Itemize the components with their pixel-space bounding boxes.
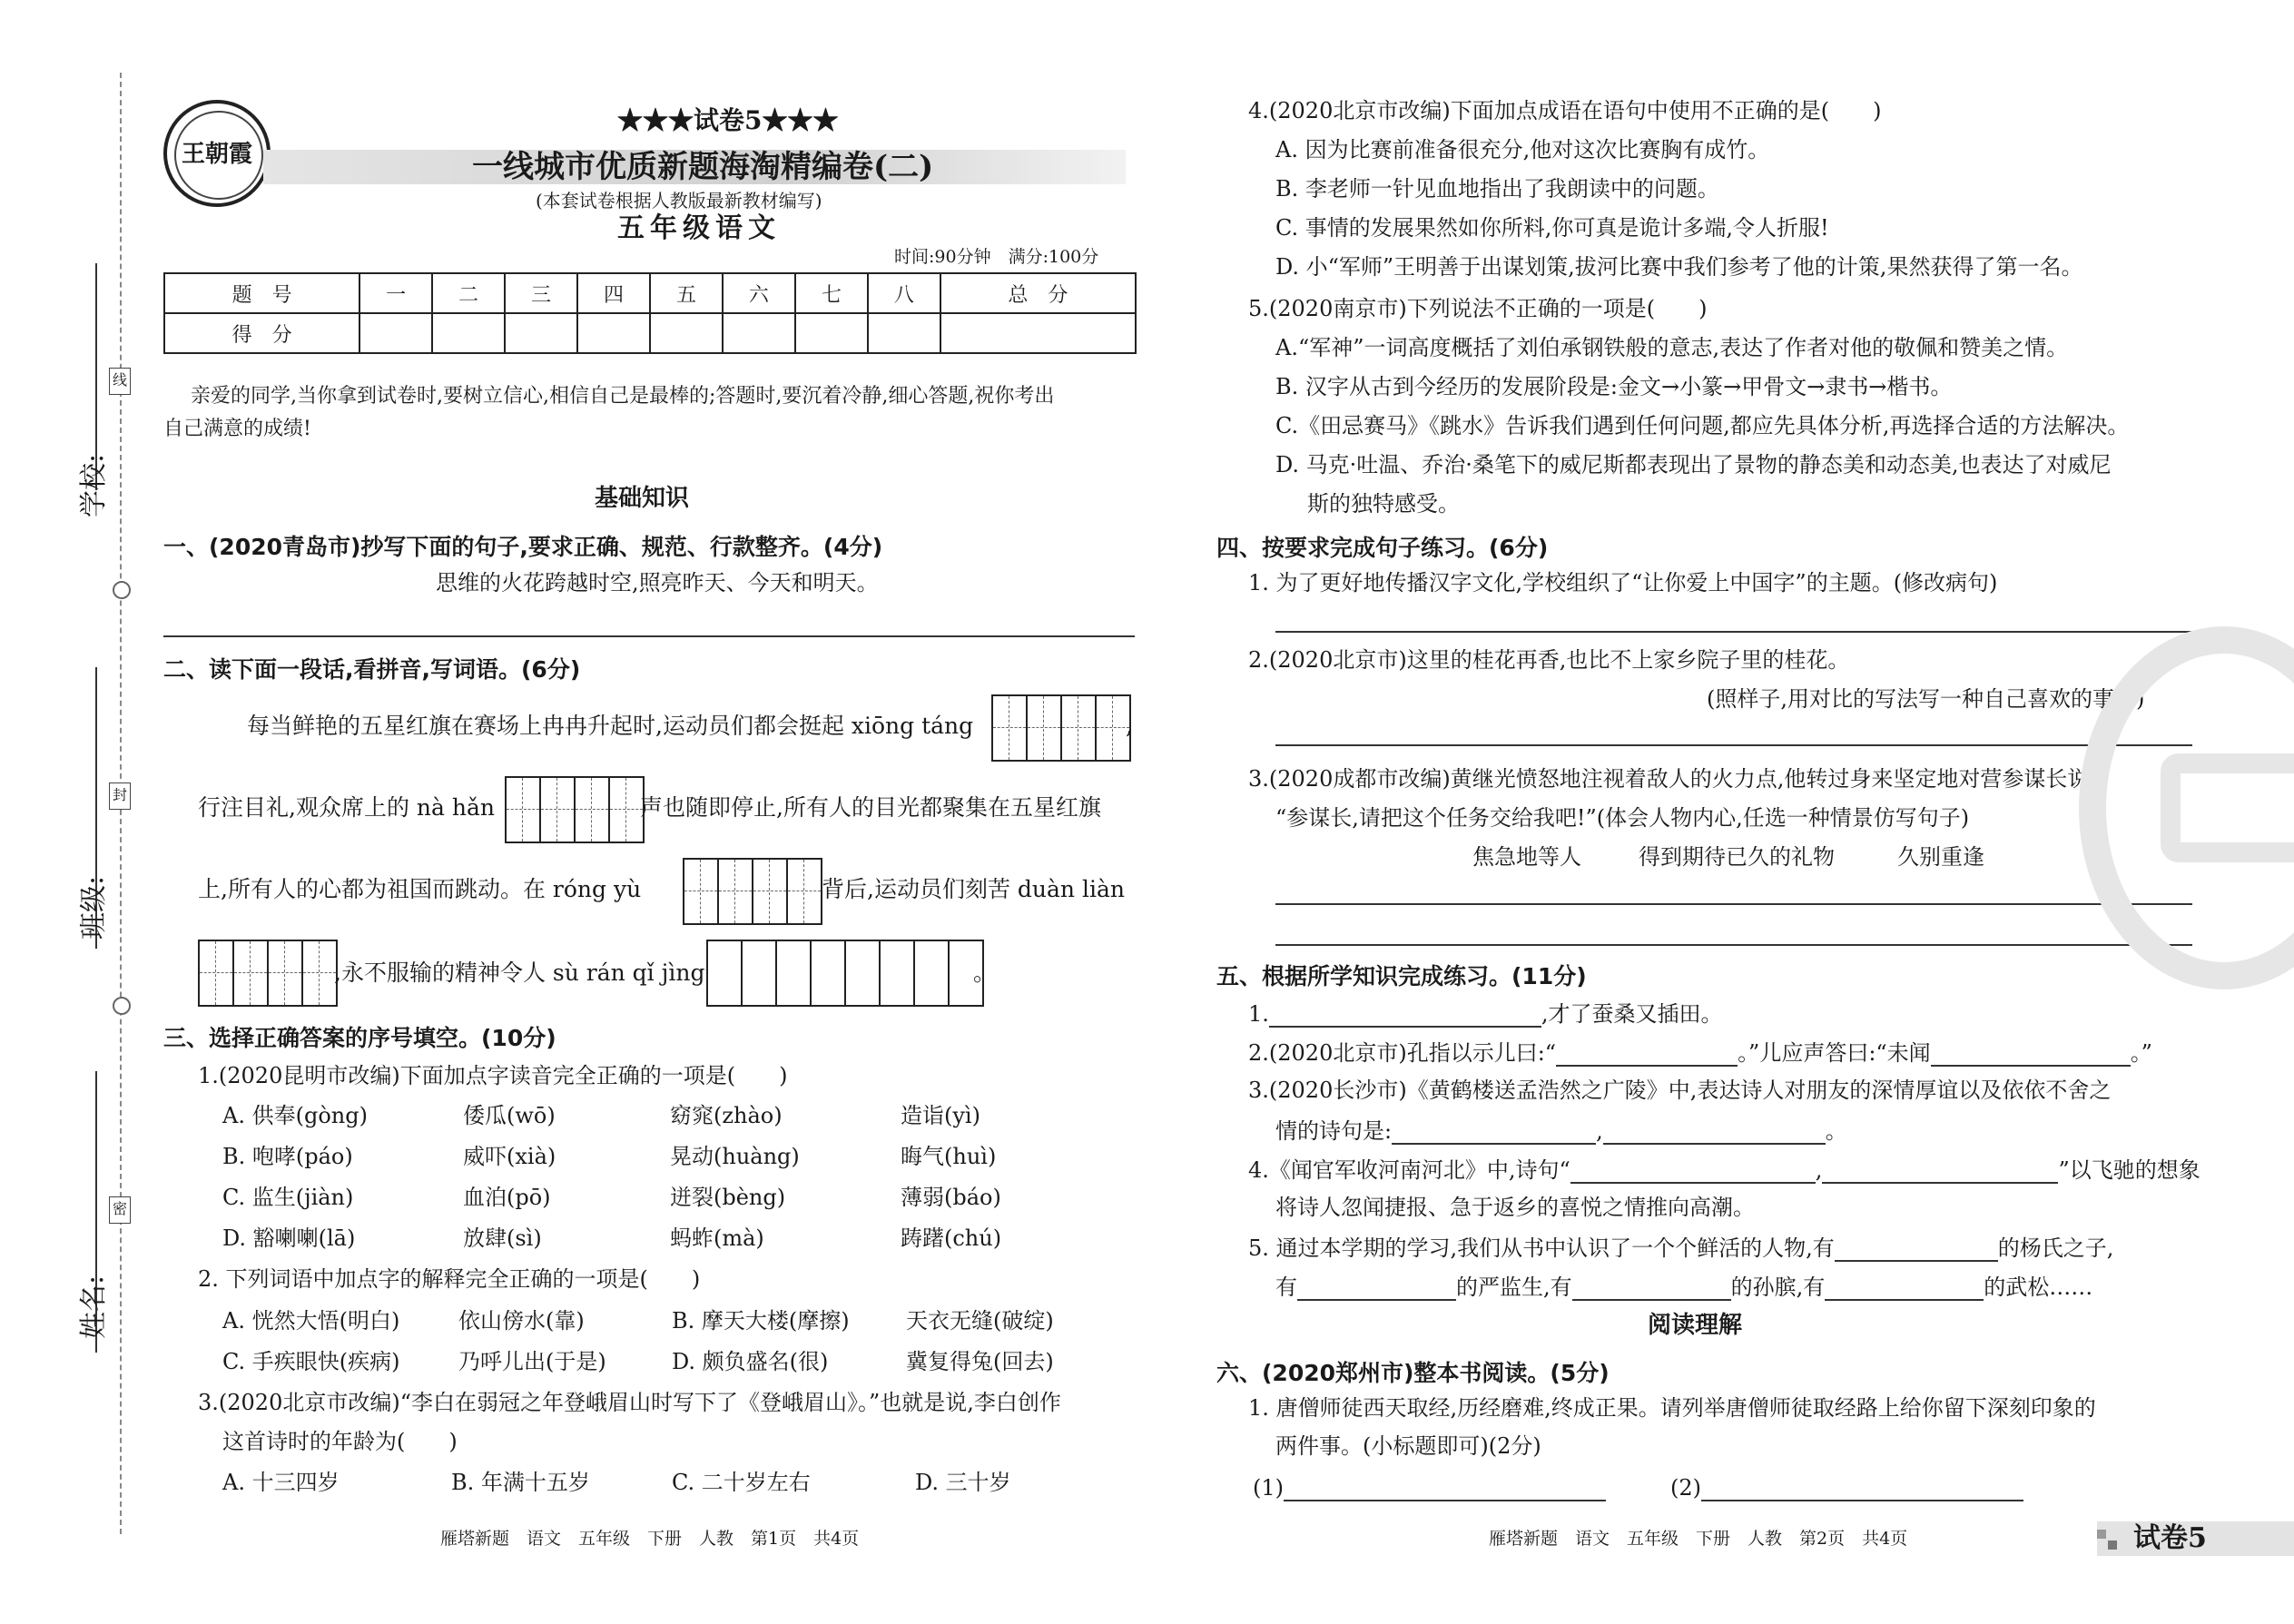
q2-line2b: 声也随即停止,所有人的目光都聚集在五星红旗 <box>640 794 1101 821</box>
q3-s2-option: 乃呼儿出(于是) <box>458 1349 606 1374</box>
q3-sub5: 5.(2020南京市)下列说法不正确的一项是( ) <box>1248 296 1708 321</box>
q3-s1-option: 踌躇(chú) <box>901 1225 1002 1251</box>
score-header: 六 <box>723 273 795 313</box>
tag-square-icon <box>2108 1540 2117 1550</box>
q5-sub5b-c: 的孙膑,有 <box>1730 1275 1826 1300</box>
q4-scenario-3: 久别重逢 <box>1897 844 1984 870</box>
footer-tag: 试卷5 <box>2133 1522 2207 1554</box>
q3-s1-option: 晃动(huàng) <box>670 1144 800 1169</box>
q3-s3-opt-b[interactable]: B. 年满十五岁 <box>451 1470 590 1495</box>
q4-answer-line-2[interactable] <box>1275 744 2192 746</box>
q4-sub2: 2.(2020北京市)这里的桂花再香,也比不上家乡院子里的桂花。 <box>1248 647 1850 673</box>
q3-s5-opt-d[interactable]: D. 马克·吐温、乔治·桑笔下的威尼斯都表现出了景物的静态美和动态美,也表达了对威尼 <box>1275 452 2112 477</box>
score-cell[interactable] <box>359 313 432 353</box>
q1-answer-line[interactable] <box>163 635 1135 637</box>
score-cell[interactable] <box>650 313 723 353</box>
q5-sub4b: 将诗人忽闻捷报、急于返乡的喜悦之情推向高潮。 <box>1275 1195 1755 1220</box>
score-table <box>163 272 1137 354</box>
q3-sub1: 1.(2020昆明市改编)下面加点字读音完全正确的一项是( ) <box>198 1063 788 1088</box>
score-header: 题 号 <box>164 273 359 313</box>
seal-xian: 线 <box>109 368 131 395</box>
q2-line4a: ,永不服输的精神令人 sù rán qǐ jìng <box>334 960 705 986</box>
q3-s1-option[interactable]: C. 监生(jiàn) <box>222 1185 354 1210</box>
score-cell[interactable] <box>505 313 577 353</box>
q3-s1-option[interactable]: B. 咆哮(páo) <box>222 1144 353 1169</box>
q3-s5-opt-d-cont: 斯的独特感受。 <box>1307 491 1460 517</box>
q5-sub1-post: ,才了蚕桑又插田。 <box>1541 1001 1723 1027</box>
q5-blank-9[interactable] <box>1297 1272 1456 1301</box>
grade-subject: 五年级语文 <box>617 212 781 244</box>
q6-answer-2[interactable] <box>1701 1472 2023 1501</box>
q5-blank-7[interactable] <box>1822 1155 2058 1184</box>
q6-heading: 六、(2020郑州市)整本书阅读。(5分) <box>1216 1360 1610 1386</box>
q4-sub3b: “参谋长,请把这个任务交给我吧!”(体会人物内心,任选一种情景仿写句子) <box>1275 805 1970 831</box>
time-info: 时间:90分钟 满分:100分 <box>894 247 1099 267</box>
score-header: 四 <box>577 273 650 313</box>
q5-sub4-a: 4.《闻官军收河南河北》中,诗句“ <box>1248 1157 1570 1183</box>
pinyin-box-rongyu[interactable] <box>683 858 822 925</box>
q3-s4-opt-b[interactable]: B. 李老师一针见血地指出了我朗读中的问题。 <box>1275 176 1719 202</box>
q5-sub5-b: 的杨氏之子, <box>1997 1235 2114 1261</box>
q2-line4b: 。 <box>973 960 997 986</box>
score-header: 三 <box>505 273 577 313</box>
q3-s2-option[interactable]: A. 恍然大悟(明白) <box>222 1308 400 1334</box>
q5-sub4-c: ”以飞驰的想象 <box>2058 1157 2200 1183</box>
q5-sub3b-b: , <box>1596 1118 1603 1144</box>
q2-line3b: 背后,运动员们刻苦 duàn liàn <box>822 876 1125 902</box>
score-header: 一 <box>359 273 432 313</box>
q3-s1-option: 倭瓜(wō) <box>463 1103 556 1128</box>
score-cell[interactable] <box>432 313 505 353</box>
q5-blank-1[interactable] <box>1269 999 1541 1028</box>
q5-blank-10[interactable] <box>1572 1272 1731 1301</box>
q4-scenario-1: 焦急地等人 <box>1472 844 1581 870</box>
q5-sub3b-a: 情的诗句是: <box>1275 1118 1393 1144</box>
q4-heading: 四、按要求完成句子练习。(6分) <box>1216 535 1549 561</box>
q3-s2-option[interactable]: D. 颇负盛名(很) <box>672 1349 829 1374</box>
pinyin-box-duanlian[interactable] <box>198 940 338 1007</box>
q2-line1-end: , <box>1126 713 1133 739</box>
score-cell[interactable] <box>795 313 868 353</box>
q2-line2a: 行注目礼,观众席上的 nà hǎn <box>198 794 495 821</box>
logo-seal <box>163 100 271 207</box>
tag-square-icon <box>2097 1530 2106 1539</box>
footer-right: 雁塔新题 语文 五年级 下册 人教 第2页 共4页 <box>1489 1529 1908 1549</box>
q5-sub1-pre: 1. <box>1248 1001 1269 1027</box>
q3-s1-option: 晦气(huì) <box>901 1144 997 1169</box>
q5-blank-6[interactable] <box>1570 1155 1816 1184</box>
pinyin-box-nahan[interactable] <box>505 776 645 843</box>
q5-sub3a: 3.(2020长沙市)《黄鹤楼送孟浩然之广陵》中,表达诗人对朋友的深情厚谊以及依依不舍之 <box>1248 1078 2112 1103</box>
q6-sub1b: 两件事。(小标题即可)(2分) <box>1275 1433 1541 1459</box>
punch-hole-icon <box>113 581 131 599</box>
section-basic: 基础知识 <box>595 485 690 512</box>
q4-sub2-note: (照样子,用对比的写法写一种自己喜欢的事物) <box>1707 686 2145 712</box>
q5-sub2-b: 。”儿应声答曰:“未闻 <box>1738 1040 1931 1066</box>
seal-feng: 封 <box>109 782 131 810</box>
paper-subtitle: (本套试卷根据人教版最新教材编写) <box>536 190 822 212</box>
q3-sub3a: 3.(2020北京市改编)“李白在弱冠之年登峨眉山时写下了《登峨眉山》。”也就是说,李白创作 <box>198 1390 1061 1415</box>
q4-answer-line-4[interactable] <box>1275 944 2192 946</box>
score-header: 总 分 <box>940 273 1136 313</box>
q3-s3-opt-d[interactable]: D. 三十岁 <box>915 1470 1011 1495</box>
q3-s2-option: 天衣无缝(破绽) <box>906 1308 1054 1334</box>
q3-s5-opt-b[interactable]: B. 汉字从古到今经历的发展阶段是:金文→小篆→甲骨文→隶书→楷书。 <box>1275 374 1953 399</box>
q5-blank-2[interactable] <box>1556 1038 1738 1067</box>
q3-sub3b: 这首诗时的年龄为( ) <box>222 1429 458 1454</box>
q4-answer-line-3[interactable] <box>1275 903 2192 905</box>
q6-sub1a: 1. 唐僧师徒西天取经,历经磨难,终成正果。请列举唐僧师徒取经路上给你留下深刻印象的 <box>1248 1395 2096 1421</box>
q3-s4-opt-a[interactable]: A. 因为比赛前准备很充分,他对这次比赛胸有成竹。 <box>1275 137 1770 162</box>
name-label: 姓名: <box>78 1275 110 1339</box>
q4-answer-line-1[interactable] <box>1275 631 2192 633</box>
q3-s1-option: 迸裂(bèng) <box>670 1185 786 1210</box>
q3-sub4: 4.(2020北京市改编)下面加点成语在语句中使用不正确的是( ) <box>1248 98 1882 123</box>
score-label: 得 分 <box>164 313 359 353</box>
q3-s3-opt-c[interactable]: C. 二十岁左右 <box>672 1470 811 1495</box>
footer-left: 雁塔新题 语文 五年级 下册 人教 第1页 共4页 <box>440 1529 860 1549</box>
q3-s4-opt-c[interactable]: C. 事情的发展果然如你所料,你可真是诡计多端,令人折服! <box>1275 215 1829 241</box>
q3-s1-option: 蚂蚱(mà) <box>670 1225 764 1251</box>
q3-s1-option: 放肆(sì) <box>463 1225 542 1251</box>
q4-scenario-2: 得到期待已久的礼物 <box>1639 844 1835 870</box>
score-header: 七 <box>795 273 868 313</box>
logo-text: 王朝霞 <box>181 141 252 168</box>
q3-s1-option[interactable]: D. 豁喇喇(lā) <box>222 1225 356 1251</box>
score-header: 二 <box>432 273 505 313</box>
q3-heading: 三、选择正确答案的序号填空。(10分) <box>163 1025 556 1051</box>
q5-sub2-c: 。” <box>2130 1040 2152 1066</box>
q5-sub5b-d: 的武松…… <box>1984 1275 2093 1300</box>
pinyin-box-suranqijing[interactable] <box>706 940 984 1007</box>
q5-sub4-b: , <box>1815 1157 1823 1183</box>
q5-blank-3[interactable] <box>1931 1038 2131 1067</box>
q4-sub1: 1. 为了更好地传播汉字文化,学校组织了“让你爱上中国字”的主题。(修改病句) <box>1248 570 1998 595</box>
seal-mi: 密 <box>109 1196 131 1224</box>
q3-s1-option: 威吓(xià) <box>463 1144 556 1169</box>
paper-number: ★★★试卷5★★★ <box>617 105 839 135</box>
q6-blank2-label: (2) <box>1670 1475 1701 1501</box>
q3-s1-option: 血泊(pō) <box>463 1185 551 1210</box>
q5-blank-8[interactable] <box>1835 1233 1998 1262</box>
q3-s2-option[interactable]: B. 摩天大楼(摩擦) <box>672 1308 850 1334</box>
q3-sub2: 2. 下列词语中加点字的解释完全正确的一项是( ) <box>198 1266 701 1292</box>
q3-s2-option: 依山傍水(靠) <box>458 1308 585 1334</box>
q5-sub5b-b: 的严监生,有 <box>1456 1275 1572 1300</box>
intro-text: 亲爱的同学,当你拿到试卷时,要树立信心,相信自己是最棒的;答题时,要沉着冷静,细心答题,祝你考出 <box>191 385 1055 408</box>
punch-hole-icon <box>113 997 131 1015</box>
paper-title: 一线城市优质新题海淘精编卷(二) <box>472 149 934 185</box>
q6-blank1-label: (1) <box>1253 1475 1284 1501</box>
q3-s5-opt-a[interactable]: A.“军神”一词高度概括了刘伯承钢铁般的意志,表达了作者对他的敬佩和赞美之情。 <box>1275 335 2069 360</box>
q2-line1: 每当鲜艳的五星红旗在赛场上冉冉升起时,运动员们都会挺起 xiōng táng <box>247 713 974 739</box>
q3-s1-option: 造诣(yì) <box>901 1103 980 1128</box>
q2-heading: 二、读下面一段话,看拼音,写词语。(6分) <box>163 656 581 683</box>
q6-answer-1[interactable] <box>1284 1472 1606 1501</box>
q3-s5-opt-c[interactable]: C.《田忌赛马》《跳水》告诉我们遇到任何问题,都应先具体分析,再选择合适的方法解决。 <box>1275 413 2130 438</box>
score-cell[interactable] <box>723 313 795 353</box>
section-reading: 阅读理解 <box>1648 1312 1743 1339</box>
q5-sub3b-c: 。 <box>1825 1118 1847 1144</box>
intro-text-2: 自己满意的成绩! <box>163 418 311 440</box>
q5-sub2-a: 2.(2020北京市)孔指以示儿曰:“ <box>1248 1040 1557 1066</box>
q1-heading: 一、(2020青岛市)抄写下面的句子,要求正确、规范、行款整齐。(4分) <box>163 534 883 560</box>
q5-sub5b-a: 有 <box>1275 1275 1297 1300</box>
q3-s1-option[interactable]: A. 供奉(gòng) <box>222 1103 368 1128</box>
q3-s3-opt-a[interactable]: A. 十三四岁 <box>222 1470 340 1495</box>
q4-sub3a: 3.(2020成都市改编)黄继光愤怒地注视着敌人的火力点,他转过身来坚定地对营参谋长说: <box>1248 766 2097 792</box>
q5-blank-11[interactable] <box>1825 1272 1984 1301</box>
q5-sub5-a: 5. 通过本学期的学习,我们从书中认识了一个个鲜活的人物,有 <box>1248 1235 1835 1261</box>
score-header: 八 <box>868 273 940 313</box>
q5-blank-4[interactable] <box>1392 1116 1596 1145</box>
q5-blank-5[interactable] <box>1603 1116 1826 1145</box>
score-cell[interactable] <box>577 313 650 353</box>
q2-line3a: 上,所有人的心都为祖国而跳动。在 róng yù <box>198 876 642 902</box>
q3-s2-option: 冀复得兔(回去) <box>906 1349 1054 1374</box>
school-label: 学校: <box>78 453 110 517</box>
q3-s1-option: 窈窕(zhào) <box>670 1103 783 1128</box>
score-cell[interactable] <box>940 313 1136 353</box>
q5-heading: 五、根据所学知识完成练习。(11分) <box>1216 963 1587 989</box>
q3-s1-option: 薄弱(báo) <box>901 1185 1001 1210</box>
q1-sentence: 思维的火花跨越时空,照亮昨天、今天和明天。 <box>436 570 879 595</box>
pinyin-box-xiongtang[interactable] <box>991 694 1131 762</box>
score-header: 五 <box>650 273 723 313</box>
score-cell[interactable] <box>868 313 940 353</box>
q3-s4-opt-d[interactable]: D. 小“军师”王明善于出谋划策,拔河比赛中我们参考了他的计策,果然获得了第一名。 <box>1275 254 2083 280</box>
q3-s2-option[interactable]: C. 手疾眼快(疾病) <box>222 1349 400 1374</box>
watermark-seal <box>2079 626 2294 989</box>
class-label: 班级: <box>78 875 110 940</box>
